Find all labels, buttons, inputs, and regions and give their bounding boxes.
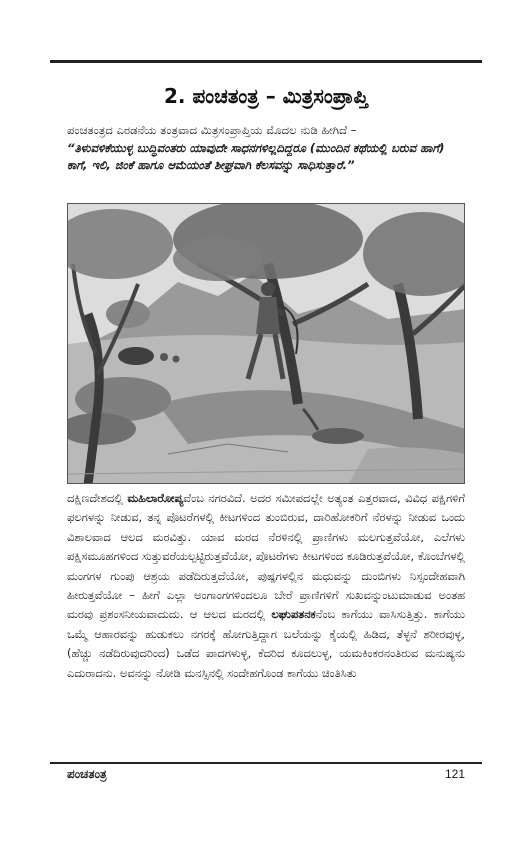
story-text-start: ದಕ್ಷಿಣದೇಶದಲ್ಲಿ: [67, 491, 128, 505]
story-paragraph: [67, 489, 465, 683]
city-name: ಮಹಿಲಾರೋಪ್ಯ: [127, 491, 184, 505]
page-number: 121: [445, 767, 466, 781]
illustration-drawing: [68, 204, 465, 484]
footer-book-title: ಪಂಚತಂತ್ರ: [67, 767, 107, 781]
story-illustration: [67, 203, 465, 484]
header-rule: [50, 60, 482, 63]
chapter-title: 2. ಪಂಚತಂತ್ರ – ಮಿತ್ರಸಂಪ್ರಾಪ್ತಿ: [164, 84, 368, 108]
story-text-end: ನೆಂಬ ಕಾಗೆಯು ವಾಸಿಸುತ್ತಿತ್ತು. ಕಾಗೆಯು ಒಮ್ಮೆ ಆಹಾರವನ್ನು ಹುಡುಕಲು ನಗರಕ್ಕೆ ಹೋಗುತ್ತಿದ್ದಾಗ ಬಲೆಯನ್ನು ಕೈಯಲ್ಲಿ ಹಿಡಿದ, ತೆಳ್ಳನೆ ಶರೀರವುಳ್ಳ, (ಹೆಚ್ಚು ನಡೆದಿರುವುದರಿಂದ) ಒಡೆದ ಪಾದಗಳುಳ್ಳ, ಕೆದರಿದ ಕೂದಲುಳ್ಳ, ಯಮಕಿಂಕರನಂತಿರುವ ಮನುಷ್ಯನು ಎದುರಾದನು. ಅವನನ್ನು ನೋಡಿ ಮನಸ್ಸಿನಲ್ಲಿ ಸಂದೇಹಗೊಂಡ ಕಾಗೆಯು ಚಿಂತಿಸಿತು: [67, 607, 465, 680]
intro-lead: ಪಂಚತಂತ್ರದ ಎರಡನೆಯ ತಂತ್ರವಾದ ಮಿತ್ರಸಂಪ್ರಾಪ್ತಿಯ ಮೊದಲ ನುಡಿ ಹೀಗಿದೆ –: [67, 123, 357, 137]
footer-rule: [50, 762, 482, 764]
story-text-middle: ವೆಂಬ ನಗರವಿದೆ. ಅದರ ಸಮೀಪದಲ್ಲೇ ಅತ್ಯಂತ ಎತ್ತರವಾದ, ವಿವಿಧ ಪಕ್ಷಿಗಳಿಗೆ ಫಲಗಳನ್ನು ನೀಡುವ, ತನ್ನ ಪೊಟರೆಗಳಲ್ಲಿ ಕೀಟಗಳಿಂದ ತುಂಬಿರುವ, ದಾರಿಹೋಕರಿಗೆ ನೆರಳನ್ನು ನೀಡುವ ಒಂದು ವಿಶಾಲವಾದ ಆಲದ ಮರವಿತ್ತು. ಯಾವ ಮರದ ನೆರಳಿನಲ್ಲಿ ಪ್ರಾಣಿಗಳು ಮಲಗುತ್ತವೆಯೋ, ಎಲೆಗಳು ಪಕ್ಷಿಸಮೂಹಗಳಿಂದ ಸುತ್ತುವರೆಯಲ್ಪಟ್ಟಿರುತ್ತವೆಯೋ, ಪೊಟರೆಗಳು ಕೀಟಗಳಿಂದ ಕೂಡಿರುತ್ತವೆಯೋ, ಕೊಂಬೆಗಳಲ್ಲಿ ಮಂಗಗಳ ಗುಂಪು ಆಶ್ರಯ ಪಡೆದಿರುತ್ತದೆಯೋ, ಪುಷ್ಪಗಳಲ್ಲಿನ ಮಧುವನ್ನು ದುಂಬಿಗಳು ನಿಸ್ಸಂದೇಹವಾಗಿ ಹೀರುತ್ತವೆಯೋ – ಹೀಗೆ ಎಲ್ಲಾ ಅಂಗಾಂಗಗಳಿಂದಲೂ ಬೇರೆ ಪ್ರಾಣಿಗಳಿಗೆ ಸುಖವನ್ನುಂಟುಮಾಡುವ ಅಂತಹ ಮರವು ಪ್ರಶಂಸನೀಯವಾದುದು. ಆ ಆಲದ ಮರದಲ್ಲಿ: [67, 491, 465, 622]
intro-paragraph: [67, 122, 465, 175]
crow-name: ಲಘುಪತನಕ: [271, 607, 316, 622]
intro-quote: “ತಿಳುವಳಿಕೆಯುಳ್ಳ ಬುದ್ಧಿವಂತರು ಯಾವುದೇ ಸಾಧನಗಳಿಲ್ಲದಿದ್ದರೂ (ಮುಂದಿನ ಕಥೆಯಲ್ಲಿ ಬರುವ ಹಾಗೆ) ಕಾಗೆ, ಇಲಿ, ಜಿಂಕೆ ಹಾಗೂ ಆಮೆಯಂತೆ ಶೀಘ್ರವಾಗಿ ಕೆಲಸವನ್ನು ಸಾಧಿಸುತ್ತಾರೆ.”: [67, 140, 445, 172]
